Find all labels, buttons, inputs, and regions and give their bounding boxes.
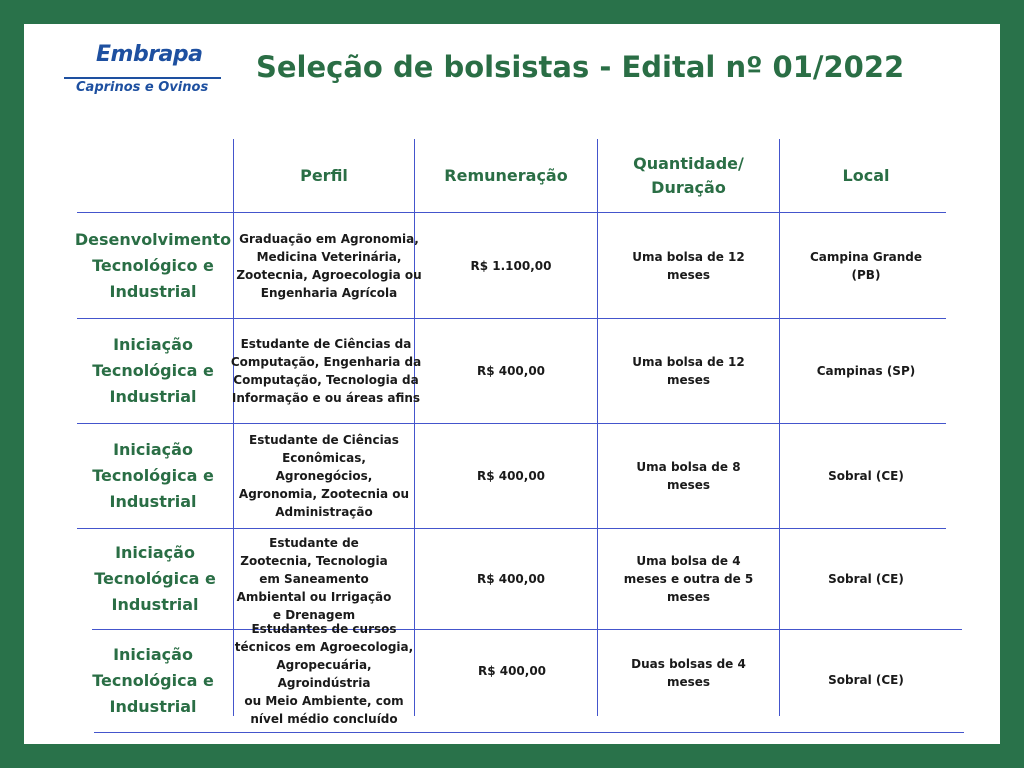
cell-text-line: Iniciação xyxy=(113,440,193,459)
cell-text-line: Industrial xyxy=(109,387,197,406)
cell-text-line: Zootecnia, Agroecologia ou xyxy=(236,267,422,282)
cell-text-line: Sobral (CE) xyxy=(828,572,904,586)
cell-text-line: técnicos em Agroecologia, xyxy=(234,640,414,654)
cell-text-line: nível médio concluído xyxy=(250,712,398,726)
cell-text-line: Tecnológica e xyxy=(92,466,214,485)
cell-text-line: Graduação em Agronomia, xyxy=(239,231,419,246)
cell-text-line: (PB) xyxy=(851,267,881,282)
cell-text-line: Tecnológico e xyxy=(92,255,214,275)
cell-text-line: meses xyxy=(666,267,711,282)
row-5-local xyxy=(780,630,952,730)
row-2-profile xyxy=(77,319,229,423)
table-rule xyxy=(94,732,964,733)
document-card xyxy=(24,24,1000,744)
cell-text-line: Industrial xyxy=(109,281,197,301)
cell-text-line: Iniciação xyxy=(115,543,195,562)
cell-text-line: Econômicas, Agronegócios, xyxy=(275,451,373,483)
row-3-profile xyxy=(77,424,229,528)
cell-text-line: R$ 400,00 xyxy=(476,469,546,483)
row-4-profile xyxy=(77,529,233,629)
cell-text-line: meses xyxy=(666,478,711,492)
header-perfil xyxy=(234,139,414,212)
row-2-remuneracao xyxy=(415,319,607,423)
cell-text-line: Uma bolsa de 8 xyxy=(636,460,741,474)
cell-text-line: Campina Grande xyxy=(809,249,923,264)
cell-text-line: Uma bolsa de 4 xyxy=(636,554,741,568)
cell-text-line: Zootecnia, Tecnologia xyxy=(240,554,388,568)
cell-text-line: e Drenagem xyxy=(272,608,356,622)
row-2-quantidade xyxy=(598,319,779,423)
row-5-remuneracao xyxy=(415,630,609,712)
cell-text-line: Tecnológica e xyxy=(92,361,214,380)
cell-text-line: Estudante de Ciências da xyxy=(240,337,412,351)
cell-text-line: R$ 1.100,00 xyxy=(470,258,552,273)
cell-text-line: Engenharia Agrícola xyxy=(260,285,398,300)
header-remuneracao xyxy=(415,139,597,212)
cell-text-line: em Saneamento xyxy=(259,572,369,586)
logo-brand: Embrapa xyxy=(96,42,203,67)
row-1-quantidade xyxy=(598,213,779,318)
cell-text-line: Informação e ou áreas afins xyxy=(231,391,421,405)
cell-text-line: Industrial xyxy=(111,595,199,614)
cell-text-line: Remuneração xyxy=(444,165,568,185)
cell-text-line: meses xyxy=(666,373,711,387)
cell-text-line: Computação, Tecnologia da xyxy=(233,373,419,387)
cell-text-line: Sobral (CE) xyxy=(828,673,904,687)
cell-text-line: Industrial xyxy=(109,492,197,511)
cell-text-line: meses xyxy=(666,675,711,689)
cell-text-line: Agronomia, Zootecnia ou xyxy=(238,487,410,501)
row-4-perfil xyxy=(234,529,394,629)
cell-text-line: Estudantes de cursos xyxy=(251,622,397,636)
cell-text-line: Uma bolsa de 12 xyxy=(632,249,745,264)
row-5-quantidade xyxy=(598,630,779,716)
cell-text-line: Uma bolsa de 12 xyxy=(632,355,745,369)
row-1-local xyxy=(780,213,952,318)
row-4-remuneracao xyxy=(415,529,607,629)
row-5-profile xyxy=(77,630,229,732)
row-5-perfil xyxy=(234,622,414,726)
cell-text-line: Duas bolsas de 4 xyxy=(631,657,746,671)
header-local xyxy=(780,139,952,212)
row-2-local xyxy=(780,319,952,423)
row-1-perfil xyxy=(234,213,424,318)
cell-text-line: meses e outra de 5 xyxy=(623,572,754,586)
cell-text-line: Estudante de Ciências xyxy=(249,433,399,447)
row-4-local xyxy=(780,529,952,629)
cell-text-line: Tecnológica e xyxy=(94,569,216,588)
cell-text-line: Campinas (SP) xyxy=(816,364,916,378)
cell-text-line: Desenvolvimento xyxy=(74,229,232,249)
cell-text-line: Iniciação xyxy=(113,335,193,354)
cell-text-line: Iniciação xyxy=(113,645,193,664)
row-3-remuneracao xyxy=(415,424,607,528)
row-3-quantidade xyxy=(598,424,779,528)
row-4-quantidade xyxy=(598,529,779,629)
row-3-perfil xyxy=(234,424,414,528)
page-title: Seleção de bolsistas - Edital nº 01/2022 xyxy=(256,50,905,84)
cell-text-line: Estudante de xyxy=(269,536,359,550)
header-quantidade xyxy=(598,139,779,212)
cell-text-line: R$ 400,00 xyxy=(477,664,547,678)
cell-text-line: Perfil xyxy=(300,165,348,185)
row-1-remuneracao xyxy=(415,213,607,318)
cell-text-line: Quantidade/ xyxy=(633,153,744,173)
row-1-profile xyxy=(74,213,232,318)
logo-divider xyxy=(64,77,221,79)
cell-text-line: Tecnológica e xyxy=(92,671,214,690)
cell-text-line: Industrial xyxy=(109,697,197,716)
row-2-perfil xyxy=(230,319,422,423)
cell-text-line: Computação, Engenharia da xyxy=(230,355,422,369)
cell-text-line: Ambiental ou Irrigação xyxy=(236,590,392,604)
row-3-local xyxy=(780,424,952,528)
cell-text-line: Sobral (CE) xyxy=(828,469,904,483)
cell-text-line: Duração xyxy=(651,177,726,197)
cell-text-line: Medicina Veterinária, xyxy=(256,249,402,264)
cell-text-line: Local xyxy=(842,165,890,185)
cell-text-line: Agropecuária, Agroindústria xyxy=(276,658,372,690)
cell-text-line: Administração xyxy=(275,505,373,519)
cell-text-line: R$ 400,00 xyxy=(476,364,546,378)
cell-text-line: R$ 400,00 xyxy=(476,572,546,586)
logo-unit: Caprinos e Ovinos xyxy=(76,80,209,95)
embrapa-logo xyxy=(64,38,224,102)
cell-text-line: meses xyxy=(666,590,711,604)
cell-text-line: ou Meio Ambiente, com xyxy=(244,694,404,708)
